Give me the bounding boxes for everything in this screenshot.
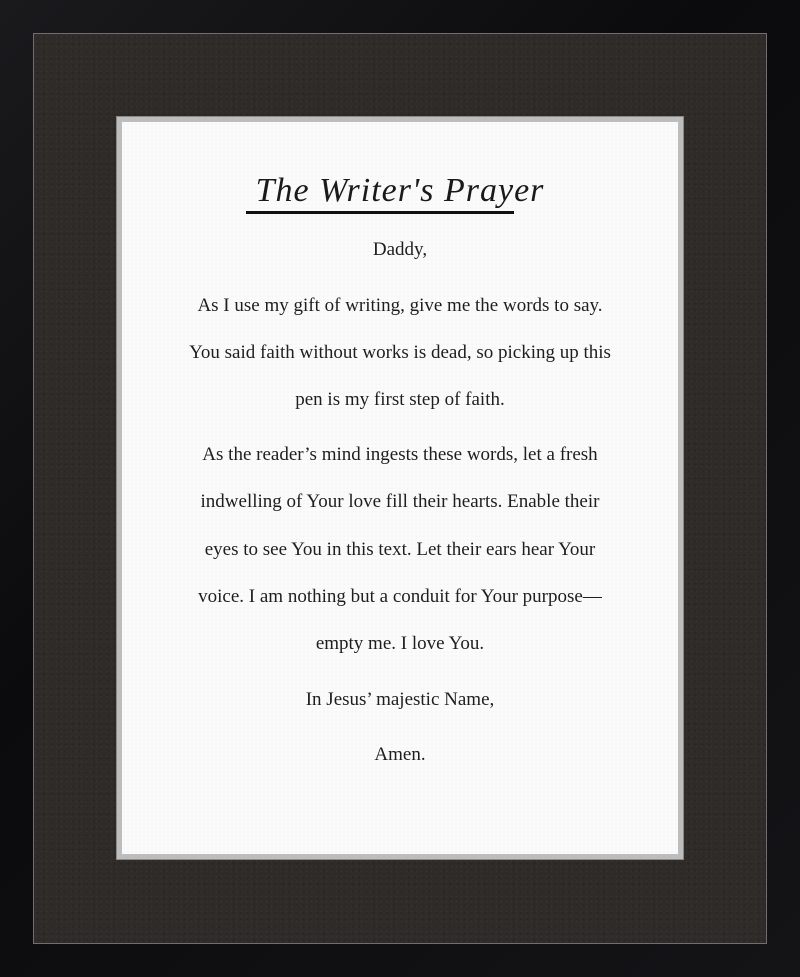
paragraph2-line: As the reader’s mind ingests these words, let a fresh [202,444,598,465]
prayer-title: The Writer's Prayer [255,172,545,209]
title-underline [246,211,514,214]
paragraph1-line: You said faith without works is dead, so picking up this [189,342,611,363]
paragraph1-line: pen is my first step of faith. [295,389,505,410]
paragraph2-line: voice. I am nothing but a conduit for Your purpose— [198,586,602,607]
salutation: Daddy, [372,239,428,260]
paragraph2-line: empty me. I love You. [315,633,485,654]
amen-line: Amen. [374,744,426,765]
closing-line: In Jesus’ majestic Name, [305,689,495,710]
paragraph1-line: As I use my gift of writing, give me the words to say. [197,295,603,316]
paragraph2-line: eyes to see You in this text. Let their ears hear Your [204,539,596,560]
paragraph2-line: indwelling of Your love fill their hearts. Enable their [200,491,600,512]
